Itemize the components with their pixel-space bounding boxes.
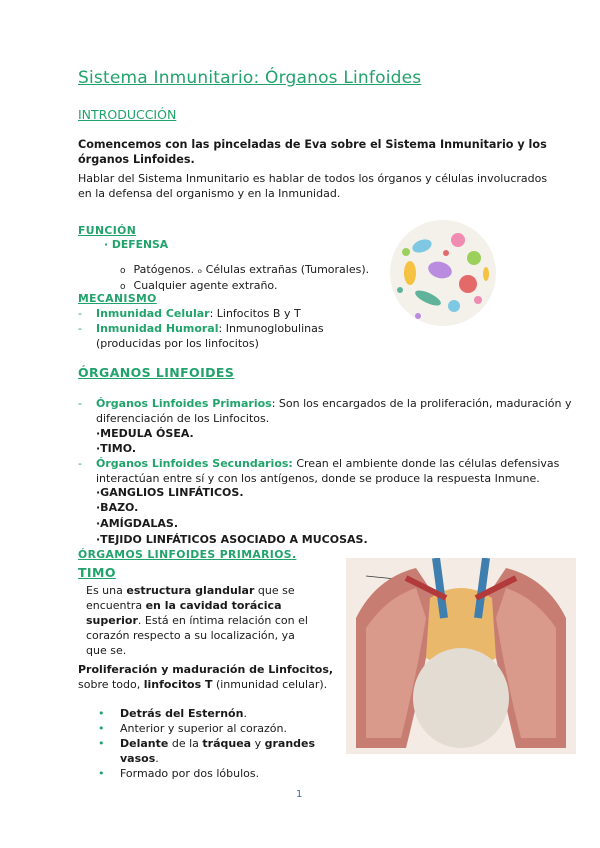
secundarios-item-tejido: ·TEJIDO LINFÁTICOS ASOCIADO A MUCOSAS. xyxy=(96,533,368,546)
funcion-sub-1: o Patógenos. ₒ Células extrañas (Tumorales). xyxy=(120,263,370,276)
timo-paragraph-1: Es una estructura glandular que se encuentra en la cavidad torácica superior. Está en íntima relación con el corazón respecto a su localización, ya que se. xyxy=(86,584,308,657)
dash-bullet-icon: - xyxy=(78,457,82,470)
dot-bullet-icon: • xyxy=(98,722,105,735)
intro-bold-text: Comencemos con las pinceladas de Eva sobre el Sistema Inmunitario y los órganos Linfoides. xyxy=(78,138,547,166)
timo-bullet-2: • Anterior y superior al corazón. xyxy=(98,722,287,735)
page-title: Sistema Inmunitario: Órganos Linfoides xyxy=(78,68,422,88)
funcion-heading: FUNCIÓN xyxy=(78,224,137,237)
secundarios-item-amigdalas: ·AMÍGDALAS. xyxy=(96,517,179,530)
dash-bullet-icon: - xyxy=(78,397,82,410)
dot-bullet-icon: • xyxy=(98,707,105,720)
intro-heading: INTRODUCCIÓN xyxy=(78,107,177,122)
secundarios-item-bazo: ·BAZO. xyxy=(96,501,139,514)
dash-bullet-icon: - xyxy=(78,307,82,320)
primarios-item-medula: ·MEDULA ÓSEA. xyxy=(96,427,194,440)
timo-paragraph-2: Proliferación y maduración de Linfocitos, sobre todo, linfocitos T (inmunidad celular). xyxy=(78,663,334,691)
secundarios-paragraph: - Órganos Linfoides Secundarios: Crean el ambiente donde las células defensivas interactúan entre sí y con los antígenos, donde se produce la respuesta Inmune. xyxy=(78,457,560,485)
primarios-item-timo: ·TIMO. xyxy=(96,442,137,455)
intro-paragraph: Hablar del Sistema Inmunitario es hablar de todos los órganos y células involucrados en la defensa del organismo y en la Inmunidad. xyxy=(78,172,548,200)
primarios-paragraph: - Órganos Linfoides Primarios: Son los encargados de la proliferación, maduración y diferenciación de los Linfocitos. xyxy=(78,397,572,425)
timo-bullet-1: • Detrás del Esternón. xyxy=(98,707,247,720)
timo-bullet-3: • Delante de la tráquea y grandes vasos. xyxy=(98,737,316,765)
funcion-sub-2: o Cualquier agente extraño. xyxy=(120,279,278,292)
mecanismo-heading: MECANISMO xyxy=(78,292,157,305)
mecanismo-item-2: - Inmunidad Humoral: Inmunoglobulinas (producidas por los linfocitos) xyxy=(78,322,324,350)
secundarios-item-ganglios: ·GANGLIOS LINFÁTICOS. xyxy=(96,486,244,499)
thymus-anatomy-illustration xyxy=(346,558,576,754)
dash-bullet-icon: - xyxy=(78,322,82,335)
mecanismo-item-1: - Inmunidad Celular: Linfocitos B y T xyxy=(78,307,301,320)
timo-bullet-4: • Formado por dos lóbulos. xyxy=(98,767,260,780)
microbes-illustration xyxy=(388,218,498,328)
circle-bullet-icon: o xyxy=(120,266,126,276)
dot-bullet-icon: • xyxy=(98,767,105,780)
dot-bullet-icon: • xyxy=(98,737,105,750)
page-number: 1 xyxy=(296,789,303,800)
funcion-item: · DEFENSA xyxy=(104,238,169,251)
circle-bullet-icon: o xyxy=(120,282,126,292)
primarios-heading: ÓRGAMOS LINFOIDES PRIMARIOS. xyxy=(78,548,297,561)
timo-heading: TIMO xyxy=(78,565,116,580)
organos-heading: ÓRGANOS LINFOIDES xyxy=(78,365,235,380)
